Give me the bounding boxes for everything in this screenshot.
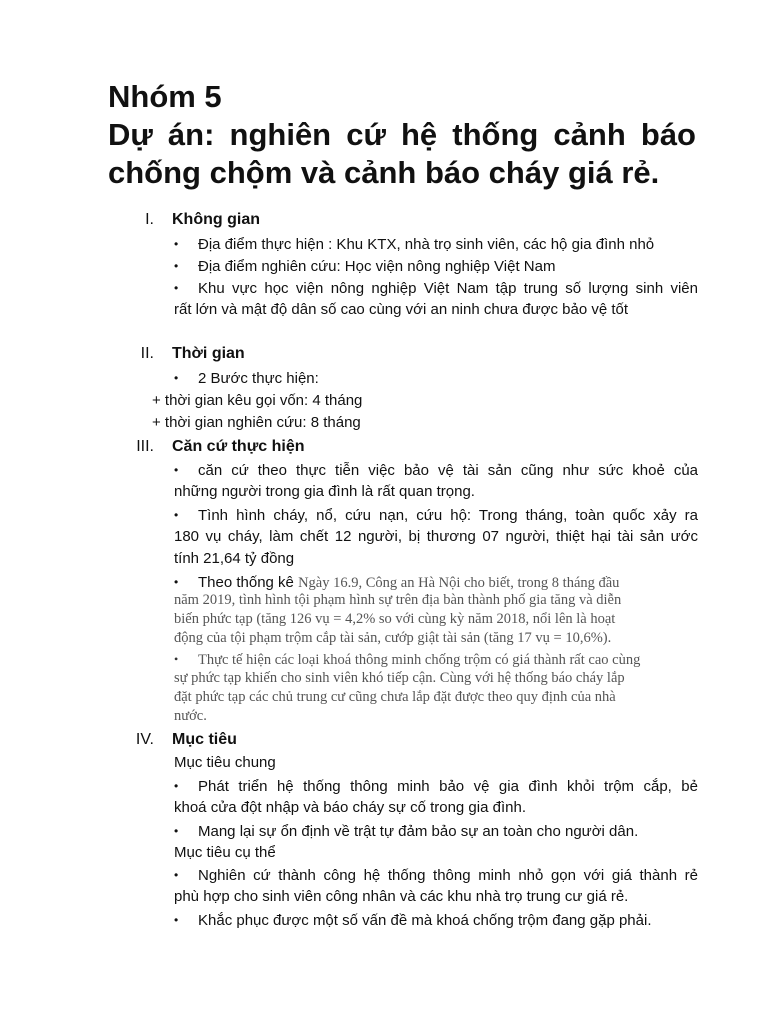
section-3-heading <box>108 435 305 459</box>
section-1-heading <box>108 208 260 232</box>
list-item-continuation: phù hợp cho sinh viên công nhân và các khu nhà trọ trung cư giá rẻ. <box>174 888 629 905</box>
section-1-title: Không gian <box>172 211 260 228</box>
bullet-icon: • <box>174 824 179 838</box>
bullet-icon: • <box>174 913 179 927</box>
serif-line: nước. <box>174 708 207 724</box>
list-item-continuation: 180 vụ cháy, làm chết 12 người, bị thương 07 người, thiệt hại tài sản ước <box>174 528 698 545</box>
section-4-number: IV. <box>135 731 154 748</box>
bullet-icon: • <box>174 652 179 666</box>
serif-line: sự phức tạp khiến cho sinh viên khó tiếp cận. Cùng với hệ thống báo cháy lắp <box>174 670 625 686</box>
section-4-heading <box>108 728 237 752</box>
section-2-heading <box>108 342 245 366</box>
list-item-continuation: những người trong gia đình là rất quan trọng. <box>174 483 475 500</box>
bullet-icon: • <box>174 575 179 589</box>
title-block <box>108 78 696 192</box>
group-heading: Nhóm 5 <box>108 79 222 114</box>
bullet-icon: • <box>174 237 179 251</box>
section-4-title: Mục tiêu <box>172 731 237 748</box>
list-item: • Khu vực học viện nông nghiệp Việt Nam tập trung số lượng sinh viên <box>174 277 698 300</box>
bullet-icon: • <box>174 371 179 385</box>
bullet-icon: • <box>174 508 179 522</box>
project-title-line-2: chống chộm và cảnh báo cháy giá rẻ. <box>108 155 660 190</box>
plain-line: + thời gian nghiên cứu: 8 tháng <box>152 414 361 431</box>
subheading-specific: Mục tiêu cụ thể <box>174 844 276 861</box>
project-title-line-1: Dự án: nghiên cứ hệ thống cảnh báo <box>108 117 696 152</box>
bullet-icon: • <box>174 259 179 273</box>
serif-line: năm 2019, tình hình tội phạm hình sự trên địa bàn thành phố gia tăng và diễn <box>174 592 622 608</box>
list-item-serif: • Thực tế hiện các loại khoá thông minh chống trộm có giá thành rất cao cùng <box>174 652 641 668</box>
list-item-continuation: khoá cửa đột nhập và báo cháy sự cố trong gia đình. <box>174 799 526 816</box>
section-3-number: III. <box>136 438 154 455</box>
bullet-icon: • <box>174 281 179 295</box>
serif-line: động của tội phạm trộm cắp tài sản, cướp giật tài sản (tăng 17 vụ = 10,6%). <box>174 630 612 646</box>
section-3-title: Căn cứ thực hiện <box>172 438 305 455</box>
list-item-serif: • Theo thống kê Ngày 16.9, Công an Hà Nội cho biết, trong 8 tháng đầu <box>174 571 698 594</box>
list-item: • Nghiên cứ thành công hệ thống thông minh nhỏ gọn với giá thành rẻ <box>174 864 698 887</box>
serif-line: biến phức tạp (tăng 126 vụ = 4,2% so với cùng kỳ năm 2018, nổi lên là hoạt <box>174 611 616 627</box>
list-item: • căn cứ theo thực tiễn việc bảo vệ tài sản cũng như sức khoẻ của <box>174 459 698 482</box>
section-1-number: I. <box>145 211 154 228</box>
section-2-title: Thời gian <box>172 345 245 362</box>
serif-line: đặt phức tạp các chủ trung cư cũng chưa lắp đặt được theo quy định của nhà <box>174 689 616 705</box>
list-item: • Tình hình cháy, nổ, cứu nạn, cứu hộ: Trong tháng, toàn quốc xảy ra <box>174 504 698 527</box>
list-item: • Khắc phục được một số vấn đề mà khoá chống trộm đang gặp phải. <box>174 909 698 932</box>
section-2-number: II. <box>140 345 154 362</box>
plain-line: + thời gian kêu gọi vốn: 4 tháng <box>152 392 363 409</box>
bullet-icon: • <box>174 463 179 477</box>
subheading-general: Mục tiêu chung <box>174 754 276 771</box>
list-item-continuation: rất lớn và mật độ dân số cao cùng với an ninh chưa được bảo vệ tốt <box>174 301 629 318</box>
list-item: • Mang lại sự ổn định về trật tự đảm bảo sự an toàn cho người dân. <box>174 820 698 843</box>
bullet-icon: • <box>174 779 179 793</box>
list-item: • 2 Bước thực hiện: <box>174 367 698 390</box>
bullet-icon: • <box>174 868 179 882</box>
list-item-continuation: tính 21,64 tỷ đồng <box>174 550 295 567</box>
list-item: • Địa điểm thực hiện : Khu KTX, nhà trọ sinh viên, các hộ gia đình nhỏ <box>174 233 698 256</box>
list-item: • Phát triển hệ thống thông minh bảo vệ gia đình khỏi trộm cắp, bẻ <box>174 775 698 798</box>
list-item: • Địa điểm nghiên cứu: Học viện nông nghiệp Việt Nam <box>174 255 698 278</box>
